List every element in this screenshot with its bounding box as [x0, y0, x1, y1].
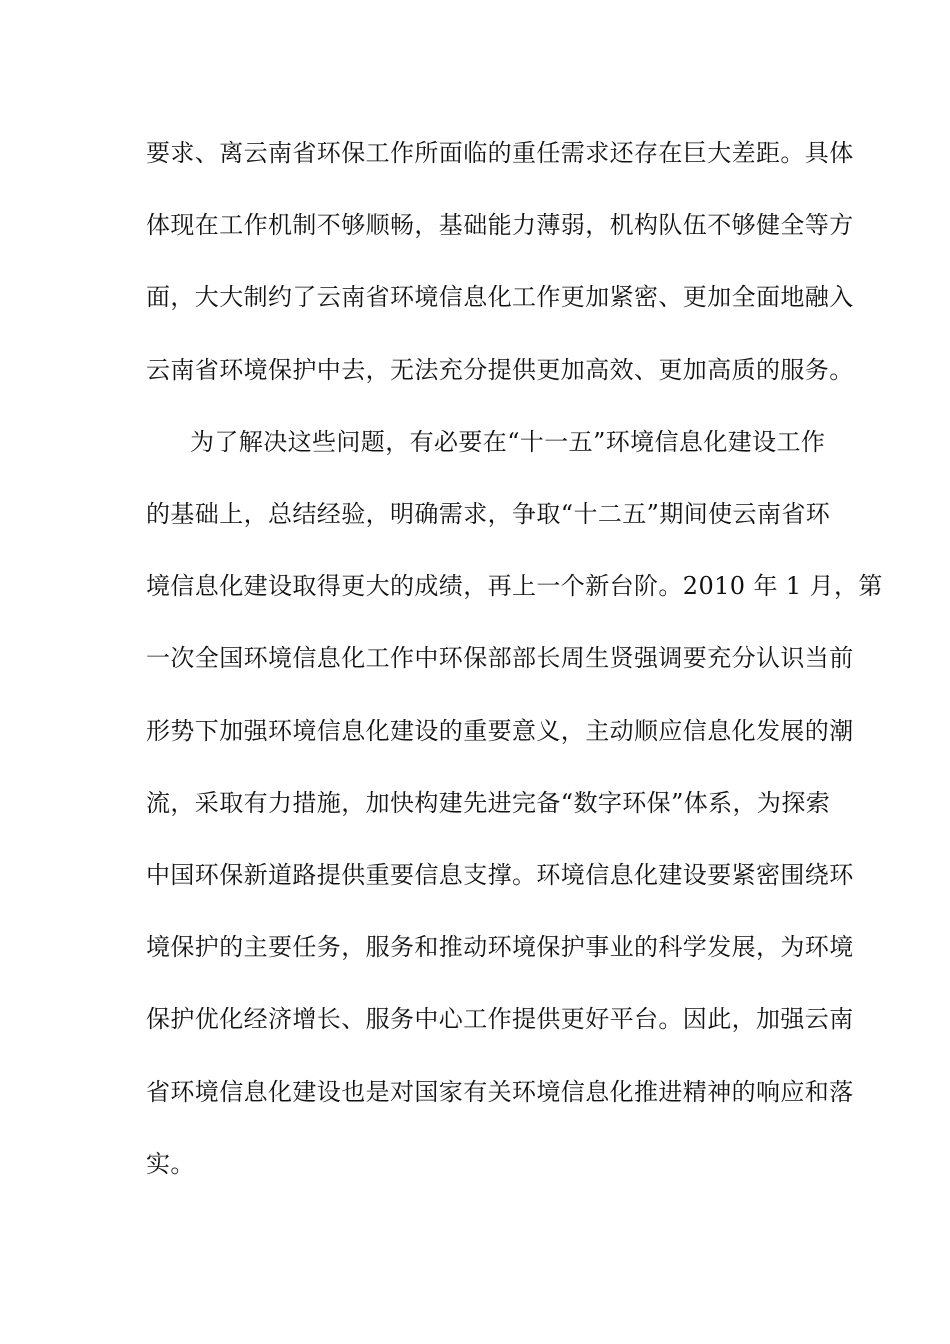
text-line: 省环境信息化建设也是对国家有关环境信息化推进精神的响应和落: [146, 1078, 854, 1106]
text-line: 要求、离云南省环保工作所面临的重任需求还存在巨大差距。具体: [146, 139, 854, 167]
text-line: 为了解决这些问题，有必要在“十一五”环境信息化建设工作: [190, 428, 826, 456]
text-line: 一次全国环境信息化工作中环保部部长周生贤强调要充分认识当前: [146, 644, 854, 672]
text-line: 境信息化建设取得更大的成绩，再上一个新台阶。2010 年 1 月，第: [146, 572, 883, 600]
text-line: 云南省环境保护中去，无法充分提供更加高效、更加高质的服务。: [146, 356, 854, 384]
text-line: 体现在工作机制不够顺畅，基础能力薄弱，机构队伍不够健全等方: [146, 211, 854, 239]
text-line: 境保护的主要任务，服务和推动环境保护事业的科学发展，为环境: [146, 933, 854, 961]
text-line: 中国环保新道路提供重要信息支撑。环境信息化建设要紧密围绕环: [146, 861, 854, 889]
text-line: 面，大大制约了云南省环境信息化工作更加紧密、更加全面地融入: [146, 283, 854, 311]
text-line: 形势下加强环境信息化建设的重要意义，主动顺应信息化发展的潮: [146, 717, 854, 745]
text-line: 实。: [146, 1150, 195, 1178]
text-line: 的基础上，总结经验，明确需求，争取“十二五”期间使云南省环: [146, 500, 831, 528]
text-line: 流，采取有力措施，加快构建先进完备“数字环保”体系，为探索: [146, 789, 831, 817]
text-line: 保护优化经济增长、服务中心工作提供更好平台。因此，加强云南: [146, 1005, 854, 1033]
